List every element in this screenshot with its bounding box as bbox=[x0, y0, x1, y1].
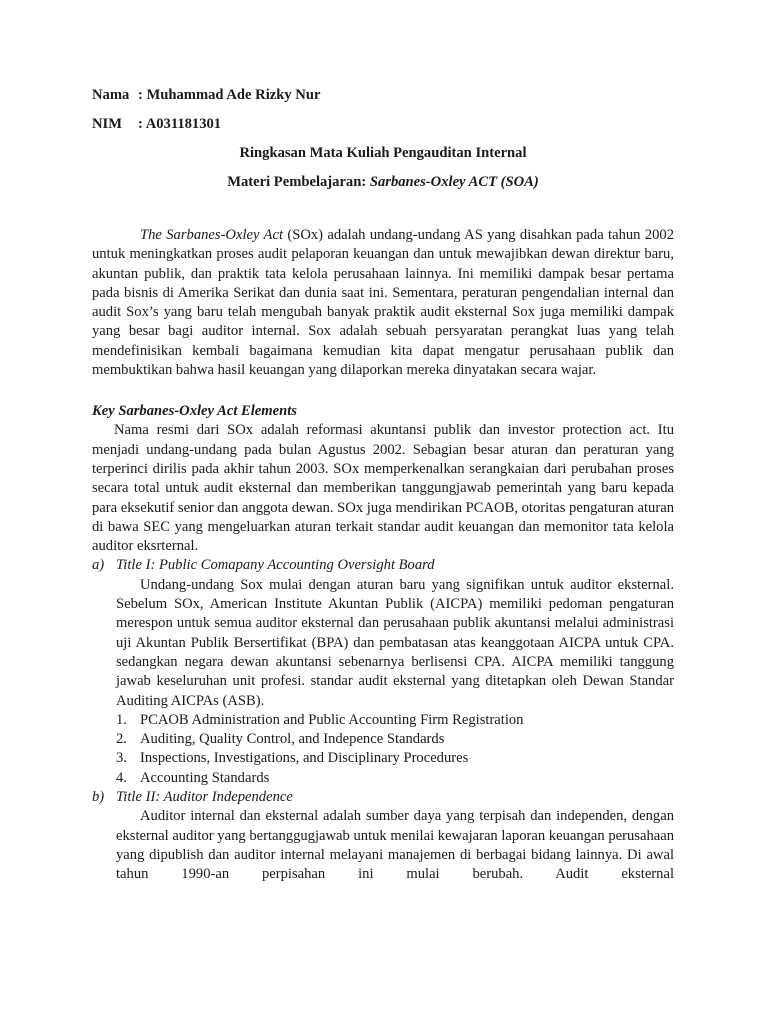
intro-italic-lead: The Sarbanes-Oxley Act bbox=[140, 227, 283, 243]
intro-paragraph bbox=[92, 226, 674, 380]
list-item-text: Inspections, Investigations, and Disciplinary Procedures bbox=[140, 750, 469, 767]
document-subtitle bbox=[92, 173, 674, 192]
list-item bbox=[116, 730, 674, 749]
name-value: : Muhammad Ade Rizky Nur bbox=[138, 87, 321, 103]
title-a-heading bbox=[92, 556, 674, 575]
list-item bbox=[116, 769, 674, 788]
list-item-number: 4. bbox=[116, 769, 127, 786]
intro-text: (SOx) adalah undang-undang AS yang disahkan pada tahun 2002 untuk meningkatkan proses audit pelaporan keuangan dan untuk mewajibkan dewan direktur baru, akuntan publik, dan praktik tata kelola perusahaan lainnya. Ini memiliki dampak besar pertama pada bisnis di Amerika Serikat dan dunia saat ini. Sementara, peraturan pengendalian internal dan audit Sox’s yang baru telah mengubah banyak praktik audit eksternal Sox juga memiliki dampak yang besar bagi auditor internal. Sox adalah sebuah persyaratan perangkat luas yang telah mendefinisikan kembali bagaimana kemudian kita dapat mengatur perusahaan publik dan membuktikan bahwa hasil keuangan yang dilaporkan mereka dinyatakan secara wajar. bbox=[92, 227, 675, 379]
section-heading: Key Sarbanes-Oxley Act Elements bbox=[92, 403, 297, 420]
subtitle-prefix: Materi Pembelajaran: bbox=[227, 174, 370, 190]
document-page bbox=[92, 86, 674, 885]
title-a-body bbox=[92, 576, 674, 788]
list-item-number: 2. bbox=[116, 731, 127, 748]
title-b-heading bbox=[92, 788, 674, 807]
title-a-paragraph: Undang-undang Sox mulai dengan aturan baru yang signifikan untuk auditor eksternal. Sebelum SOx, American Institute Akuntan Publik (AICPA) memiliki pedoman pengaturan merespon untuk semua auditor eksternal dan perusahaan publik akuntansi melalui administrasi uji Akuntan Publik Bersertifikat (BPA) dan pembatasan atas keanggotaan AICPA untuk CPA. sedangkan negara dewan akuntansi sebenarnya berlisensi CPA. AICPA memiliki tanggung jawab keseluruhan unit profesi. standar audit eksternal yang ditetapkan oleh Dewan Standar Auditing AICPAs (ASB). bbox=[116, 576, 674, 709]
title-b-body bbox=[92, 807, 674, 884]
nim-line bbox=[92, 115, 674, 134]
name-label: Nama bbox=[92, 87, 130, 103]
title-b-mark: b) bbox=[92, 789, 105, 806]
list-item bbox=[116, 749, 674, 768]
subtitle-italic: Sarbanes-Oxley ACT (SOA) bbox=[369, 174, 539, 190]
list-item-text: PCAOB Administration and Public Accounting Firm Registration bbox=[140, 711, 524, 728]
section-paragraph: Nama resmi dari SOx adalah reformasi akuntansi publik dan investor protection act. Itu menjadi undang-undang pada bulan Agustus 2002. Sebagian besar aturan dan peraturan yang terperinci dirilis pada akhir tahun 2003. SOx memperkenalkan serangkaian dari perubahan proses secara total untuk audit eksternal dan memberikan tanggungjawab pemerintah yang baru kepada para eksekutif senior dan anggota dewan. SOx juga mendirikan PCAOB, otoritas pengaturan aturan di bawa SEC yang mengeluarkan aturan terkait standar audit keuangan dan memonitor tata kelola auditor eksrternal. bbox=[92, 422, 674, 555]
list-item bbox=[116, 711, 674, 730]
name-line bbox=[92, 86, 674, 105]
title-b-paragraph: Auditor internal dan eksternal adalah sumber daya yang terpisah dan independen, dengan eksternal auditor yang bertanggugjawab untuk menilai kewajaran laporan keuangan perusahaan yang dipublish dan auditor internal melayani manajemen di berbagai bidang lainnya. Di awal tahun 1990-an perpisahan ini mulai berubah. Audit eksternal bbox=[116, 808, 674, 883]
nim-value: : A031181301 bbox=[138, 116, 222, 132]
title-a-mark: a) bbox=[92, 557, 105, 574]
list-item-text: Accounting Standards bbox=[140, 769, 270, 786]
list-item-number: 1. bbox=[116, 711, 127, 728]
title-a-label: Title I: Public Comapany Accounting Oversight Board bbox=[116, 557, 435, 574]
nim-label: NIM bbox=[92, 116, 122, 132]
list-item-number: 3. bbox=[116, 750, 127, 767]
list-item-text: Auditing, Quality Control, and Indepence Standards bbox=[140, 731, 445, 748]
title-b-label: Title II: Auditor Independence bbox=[116, 789, 293, 806]
document-title: Ringkasan Mata Kuliah Pengauditan Internal bbox=[239, 145, 527, 161]
